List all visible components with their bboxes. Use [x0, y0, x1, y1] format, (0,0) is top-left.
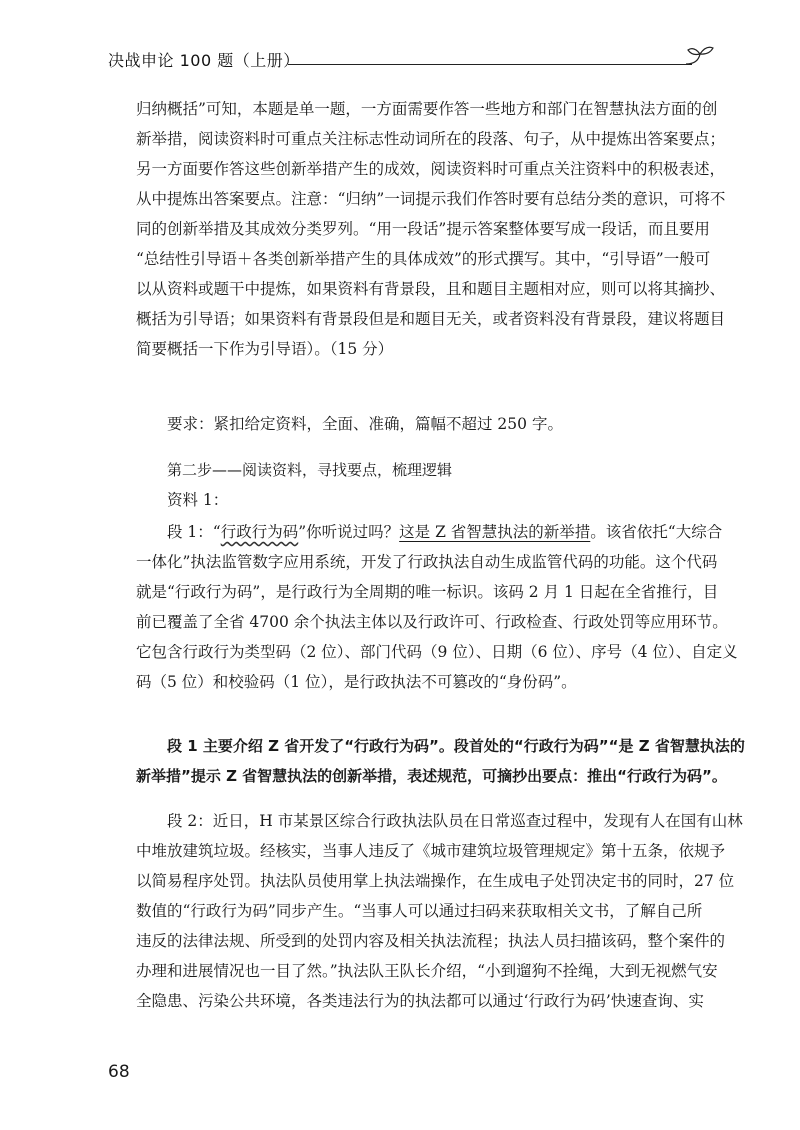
header-rule [288, 64, 692, 65]
text-line: 概括为引导语；如果资料有背景段但是和题目无关，或者资料没有背景段，建议将题目 [136, 310, 726, 328]
segment-1-body [136, 547, 738, 697]
text-line: 前已覆盖了全省 4700 余个执法主体以及行政许可、行政检查、行政处罚等应用环节。 [136, 613, 728, 631]
text-line: 简要概括一下作为引导语）。（15 分） [136, 340, 394, 358]
requirement-paragraph [136, 409, 708, 439]
text-line: 一体化”执法监管数字应用系统，开发了行政执法自动生成监管代码的功能。这个代码 [136, 553, 718, 571]
text-line: 中堆放建筑垃圾。经核实，当事人违反了《城市建筑垃圾管理规定》第十五条，依规予 [136, 842, 726, 860]
text-line: 以从资料或题干中提炼，如果资料有背景段，且和题目主题相对应，则可以将其摘抄、 [136, 280, 726, 298]
text-line: 办理和进展情况也一目了然。”执法队王队长介绍，“小到遛狗不拴绳，大到无视燃气安 [136, 962, 718, 980]
text-line: 从中提炼出答案要点。注意：“归纳”一词提示我们作答时要有总结分类的意识，可将不 [136, 190, 726, 208]
segment-1 [136, 517, 738, 697]
seg1-text-b: ”你听说过吗？ [298, 523, 400, 541]
text-line: 段 2：近日，H 市某景区综合行政执法队员在日常巡查过程中，发现有人在国有山林 [167, 812, 743, 830]
running-header [108, 44, 718, 84]
text-line: “总结性引导语＋各类创新举措产生的具体成效”的形式撰写。其中，“引导语”一般可 [136, 250, 711, 268]
text-line: 就是“行政行为码”，是行政行为全周期的唯一标识。该码 2 月 1 日起在全省推行，目 [136, 583, 719, 601]
step-section [136, 455, 708, 515]
seg1-underlined-phrase: 这是 Z 省智慧执法的新举措 [399, 523, 591, 541]
analysis-line: 段 1 主要介绍 Z 省开发了“行政行为码”。段首处的“行政行为码”“是 Z 省智慧执法的 [167, 737, 745, 755]
text-line: 同的创新举措及其成效分类罗列。“用一段话”提示答案整体要写成一段话，而且要用 [136, 220, 710, 238]
segment-1-analysis [136, 731, 745, 791]
segment-1-first-line [136, 517, 723, 547]
text-line: 全隐患、污染公共环境，各类违法行为的执法都可以通过‘行政行为码’快速查询、实 [136, 992, 704, 1010]
seg1-wavy-term: 行政行为码 [220, 523, 299, 541]
segment-2 [136, 806, 743, 1016]
sprout-icon [682, 44, 718, 68]
seg1-text-a: 段 1：“ [167, 523, 221, 541]
step-heading: 第二步——阅读资料，寻找要点，梳理逻辑 [167, 461, 453, 479]
text-line: 以简易程序处罚。执法队员使用掌上执法端操作，在生成电子处罚决定书的同时，27 位 [136, 872, 735, 890]
text-line: 数值的“行政行为码”同步产生。“当事人可以通过扫码来获取相关文书，了解自己所 [136, 902, 703, 920]
text-line: 码（5 位）和校验码（1 位），是行政执法不可篡改的“身份码”。 [136, 673, 577, 691]
page-number: 68 [108, 1062, 130, 1082]
analysis-line: 新举措”提示 Z 省智慧执法的创新举措，表述规范，可摘抄出要点：推出“行政行为码”。 [136, 767, 727, 785]
question-explanation [136, 94, 726, 364]
material-label: 资料 1： [167, 491, 229, 509]
seg1-text-c: 。该省依托“大综合 [590, 523, 723, 541]
text-line: 违反的法律法规、所受到的处罚内容及相关执法流程；执法人员扫描该码，整个案件的 [136, 932, 726, 950]
text-line: 另一方面要作答这些创新举措产生的成效，阅读资料时可重点关注资料中的积极表述， [136, 160, 726, 178]
book-title: 决战申论 100 题（上册） [108, 51, 300, 70]
text-line: 它包含行政行为类型码（2 位）、部门代码（9 位）、日期（6 位）、序号（4 位）、自定义 [136, 643, 738, 661]
text-line: 新举措，阅读资料时可重点关注标志性动词所在的段落、句子，从中提炼出答案要点； [136, 130, 726, 148]
requirement-text: 要求：紧扣给定资料，全面、准确，篇幅不超过 250 字。 [167, 415, 563, 433]
text-line: 归纳概括”可知，本题是单一题，一方面需要作答一些地方和部门在智慧执法方面的创 [136, 100, 718, 118]
